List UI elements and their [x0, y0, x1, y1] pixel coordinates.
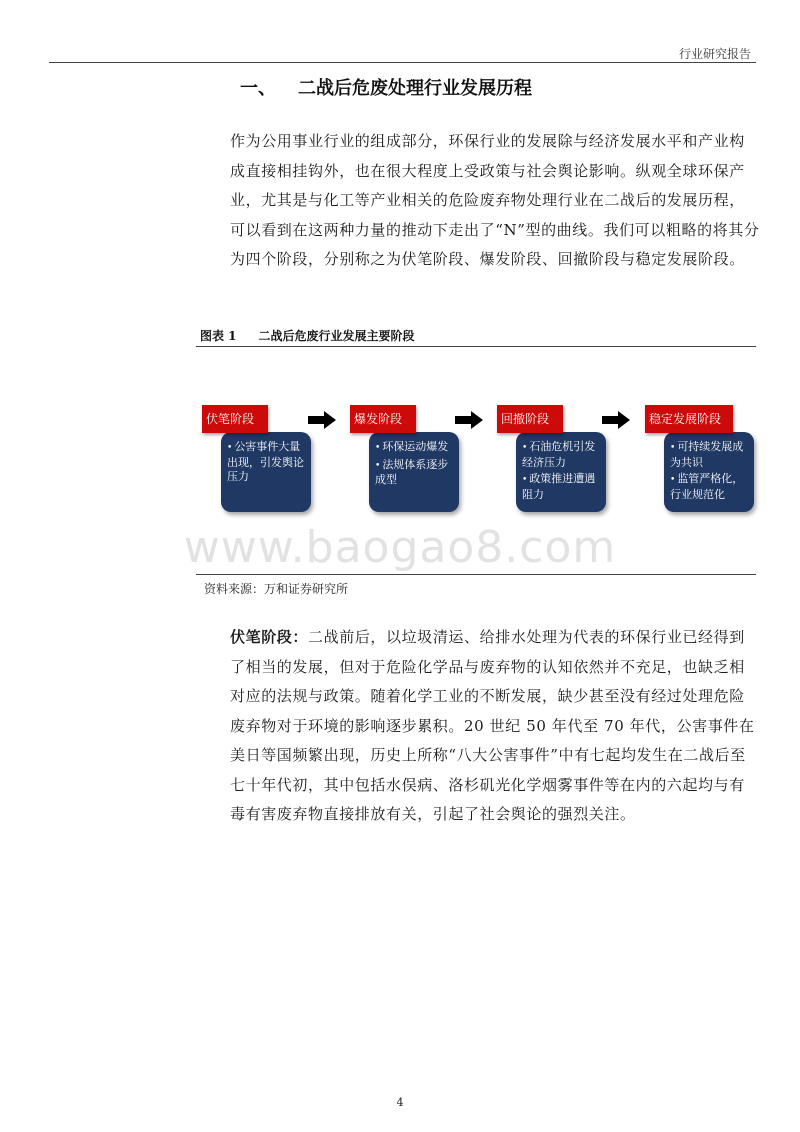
stage1-text: 二战前后，以垃圾清运、给排水处理为代表的环保行业已经得到了相当的发展，但对于危险化学品与废弃物的认知依然并不充足，也缺乏相对应的法规与政策。随着化学工业的不断发展，缺少甚至没有经过处理危险废弃物对于环境的影响逐步累积。20 世纪 50 年代至 70 年代，公害事件在美日等国频繁出现，历史上所称“八大公害事件”中有七起均发生在二战后至七十年代初，其中包括水俣病、洛杉矶光化学烟雾事件等在内的六起均与有毒有害废弃物直接排放有关，引起了社会舆论的强烈关注。: [230, 628, 755, 823]
stage1-paragraph: [230, 623, 760, 830]
bullet-icon: •: [227, 443, 233, 453]
figure-number: 图表 1: [200, 329, 237, 343]
section-heading: [240, 74, 532, 100]
intro-paragraph: 作为公用事业行业的组成部分，环保行业的发展除与经济发展水平和产业构成直接相挂钩外，也在很大程度上受政策与社会舆论影响。纵观全球环保产业，尤其是与化工等产业相关的危险废弃物处理行业在二战后的发展历程，可以看到在这两种力量的推动下走出了“N”型的曲线。我们可以粗略的将其分为四个阶段，分别称之为伏笔阶段、爆发阶段、回撤阶段与稳定发展阶段。: [230, 132, 760, 268]
bullet-icon: •: [375, 443, 381, 453]
stage-box: [516, 432, 606, 512]
right-arrow-icon: [602, 411, 630, 429]
figure-title: [200, 327, 415, 344]
stage-box: [369, 432, 459, 512]
stage-box: [221, 432, 311, 512]
figure-rule-bottom: [196, 574, 756, 575]
stage-label: 伏笔阶段: [202, 405, 268, 433]
figure-rule-top: [196, 346, 756, 347]
page-number: 4: [396, 1096, 404, 1109]
page-header-label: 行业研究报告: [678, 47, 751, 61]
stage-label: 回撤阶段: [497, 405, 563, 433]
bullet-icon: •: [522, 443, 528, 453]
bullet-icon: •: [375, 460, 381, 471]
stage-bullet: • 公害事件大量出现，引发舆论压力: [227, 440, 304, 483]
stage-label: 稳定发展阶段: [645, 405, 733, 433]
section-title: 二战后危废处理行业发展历程: [298, 78, 532, 99]
stage-bullet: • 环保运动爆发: [375, 440, 449, 453]
stage-bullet: • 政策推进遭遇阻力: [522, 472, 596, 501]
stage-card: [645, 405, 795, 515]
header-rule: [49, 62, 756, 63]
stage-bullet: • 可持续发展成为共识: [670, 440, 744, 469]
stage-bullet: • 石油危机引发经济压力: [522, 440, 596, 469]
figure-caption: 二战后危废行业发展主要阶段: [258, 329, 415, 343]
right-arrow-icon: [455, 411, 483, 429]
stage1-lead: 伏笔阶段：: [230, 628, 309, 646]
section-number: 一、: [240, 78, 276, 99]
stage-bullet: • 法规体系逐步成型: [375, 457, 449, 486]
watermark: www.baogao8.com: [183, 522, 617, 573]
bullet-icon: •: [670, 443, 676, 453]
figure-source: 资料来源：万和证券研究所: [204, 582, 349, 596]
bullet-icon: •: [670, 475, 676, 485]
stage-box: [664, 432, 754, 512]
stage-label: 爆发阶段: [350, 405, 416, 433]
right-arrow-icon: [308, 411, 336, 429]
stage-bullet: • 监管严格化，行业规范化: [670, 472, 744, 501]
bullet-icon: •: [522, 475, 528, 485]
